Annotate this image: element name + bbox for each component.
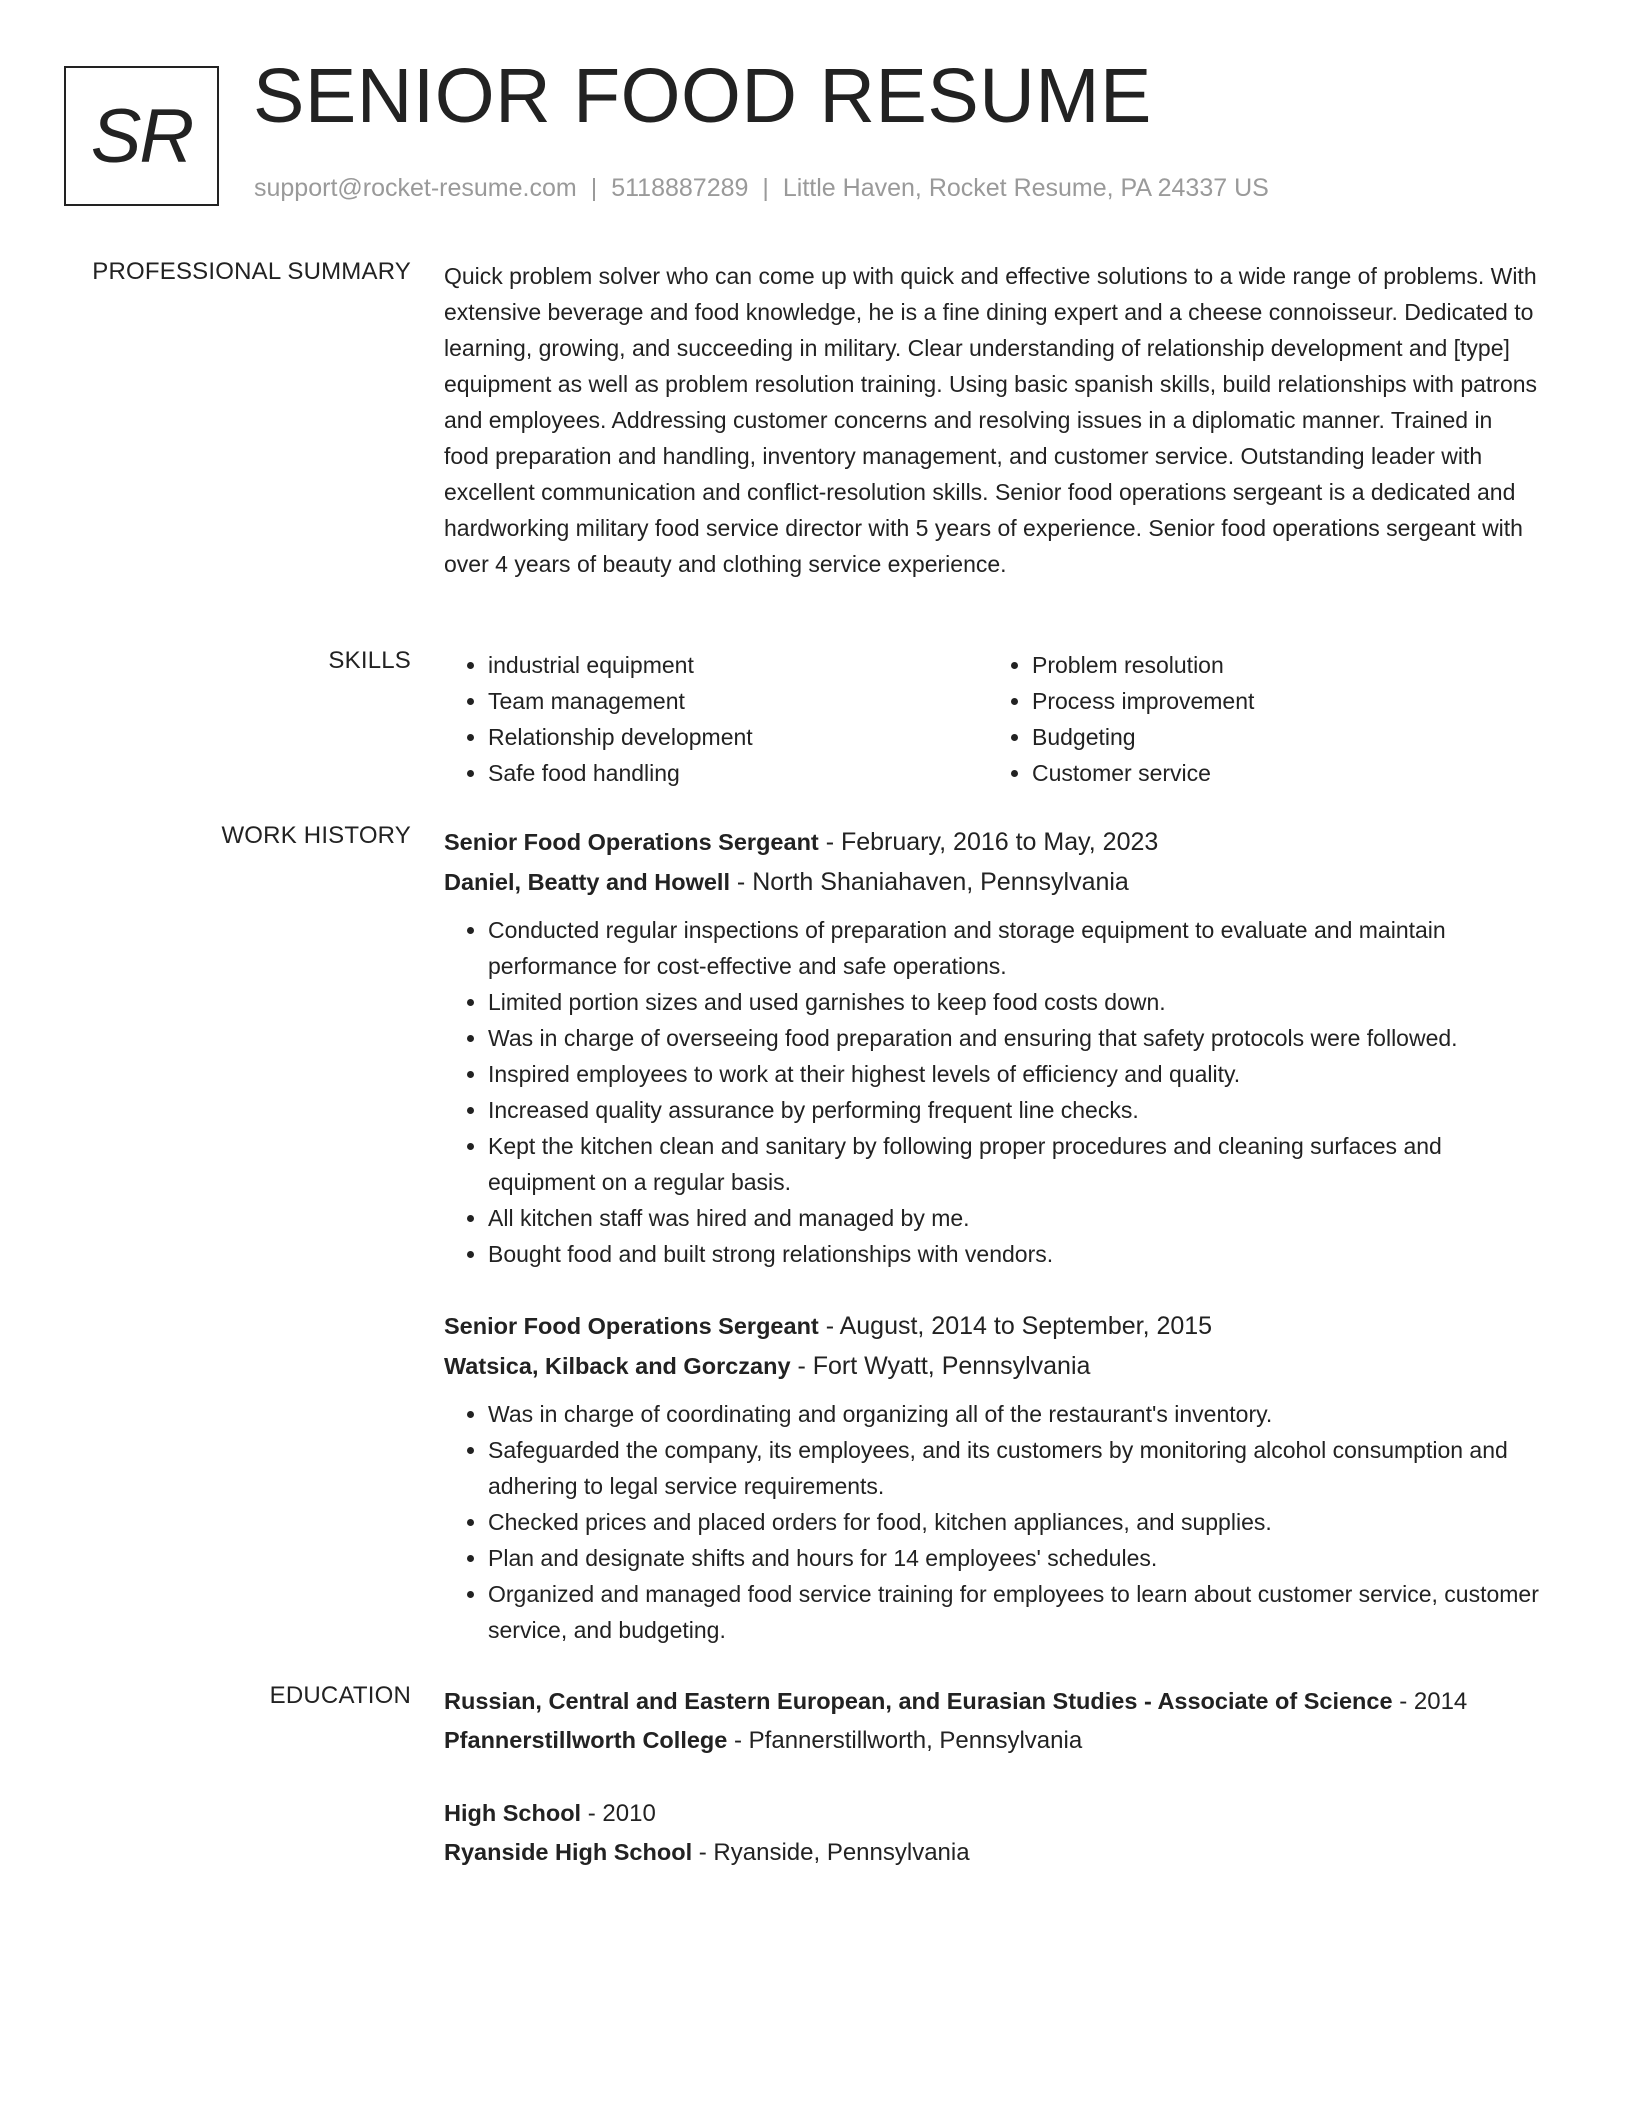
education-location: - Ryanside, Pennsylvania [692,1839,970,1866]
summary-text: Quick problem solver who can come up with quick and effective solutions to a wide range of problems. With extensive beverage and food knowledge, he is a fine dining expert and a cheese connoisseur. Dedicated to learning, growing, and succeeding in military. Clear understanding of relationship development and [type] equipment as well as problem resolution training. Using basic spanish skills, build relationships with patrons and employees. Addressing customer concerns and resolving issues in a diplomatic manner. Trained in food preparation and handling, inventory management, and customer service. Outstanding leader with excellent communication and conflict-resolution skills. Senior food operations sergeant is a dedicated and hardworking military food service director with 5 years of experience. Senior food operations sergeant with over 4 years of beauty and clothing service experience. [444,263,1538,577]
job-bullet: • Increased quality assurance by performing frequent line checks. [488,1092,1544,1128]
job-company: Watsica, Kilback and Gorczany [444,1353,791,1379]
monogram-text: SR [90,93,193,179]
job-bullet: • Conducted regular inspections of preparation and storage equipment to evaluate and maintain performance for cost-effective and safe operations. [488,912,1544,984]
education-degree-line [444,1794,1544,1833]
job-title-line [444,822,1544,862]
job-location: - Fort Wyatt, Pennsylvania [790,1352,1091,1380]
skill-item: • Problem resolution [1032,647,1532,683]
job-bullet: • Inspired employees to work at their highest levels of efficiency and quality. [488,1056,1544,1092]
education-degree: Russian, Central and Eastern European, and Eurasian Studies - Associate of Science [444,1688,1393,1714]
contact-email[interactable]: support@rocket-resume.com [254,174,577,202]
resume-title: SENIOR FOOD RESUME [253,53,1152,139]
education-entries [444,1682,1544,1872]
job-entry [444,822,1544,1272]
contact-separator: | [590,174,598,202]
education-school: Pfannerstillworth College [444,1727,728,1753]
job-bullets [444,912,1544,1272]
summary-heading: PROFESSIONAL SUMMARY [92,258,411,285]
job-dates: - August, 2014 to September, 2015 [818,1312,1213,1340]
education-entry [444,1794,1544,1872]
skill-item: • Safe food handling [488,755,988,791]
work-entries [444,822,1544,1648]
job-role: Senior Food Operations Sergeant [444,829,819,855]
job-bullet: • Kept the kitchen clean and sanitary by following proper procedures and cleaning surfaces and equipment on a regular basis. [488,1128,1544,1200]
job-bullet: • Was in charge of coordinating and organizing all of the restaurant's inventory. [488,1396,1544,1432]
monogram-logo [64,66,219,206]
skill-item: • Relationship development [488,719,988,755]
job-bullet: • Safeguarded the company, its employees, and its customers by monitoring alcohol consumption and adhering to legal service requirements. [488,1432,1544,1504]
job-bullets [444,1396,1544,1648]
job-bullet: • Limited portion sizes and used garnishes to keep food costs down. [488,984,1544,1020]
skills-heading: SKILLS [328,647,411,674]
education-location: - Pfannerstillworth, Pennsylvania [727,1727,1083,1754]
job-bullet: • Checked prices and placed orders for food, kitchen appliances, and supplies. [488,1504,1544,1540]
job-title-line [444,1306,1544,1346]
job-entry [444,1306,1544,1648]
job-bullet: • Plan and designate shifts and hours for 14 employees' schedules. [488,1540,1544,1576]
skill-item: • Customer service [1032,755,1532,791]
contact-location: Little Haven, Rocket Resume, PA 24337 US [782,174,1269,202]
skill-item: • Process improvement [1032,683,1532,719]
job-location: - North Shaniahaven, Pennsylvania [729,868,1129,896]
job-bullet: • All kitchen staff was hired and managed by me. [488,1200,1544,1236]
education-entry [444,1682,1544,1760]
education-school-line [444,1833,1544,1872]
education-school-line [444,1721,1544,1760]
education-year: - 2010 [581,1800,656,1827]
contact-phone[interactable]: 5118887289 [611,174,749,202]
education-year: - 2014 [1392,1688,1468,1715]
skill-item: • Team management [488,683,988,719]
job-bullet: • Organized and managed food service training for employees to learn about customer service, customer service, and budgeting. [488,1576,1544,1648]
contact-separator: | [762,174,769,202]
job-role: Senior Food Operations Sergeant [444,1313,819,1339]
job-company-line [444,862,1544,902]
skills-list-right [988,647,1532,791]
education-degree: High School [444,1800,582,1826]
work-heading: WORK HISTORY [221,822,411,849]
contact-line [254,174,1269,203]
skills-list-left [444,647,988,791]
skill-item: • Budgeting [1032,719,1532,755]
skills-lists [444,647,1544,791]
job-dates: - February, 2016 to May, 2023 [818,828,1159,856]
job-company: Daniel, Beatty and Howell [444,869,730,895]
education-heading: EDUCATION [269,1682,411,1709]
job-company-line [444,1346,1544,1386]
education-school: Ryanside High School [444,1839,693,1865]
skill-item: • industrial equipment [488,647,988,683]
job-bullet: • Bought food and built strong relationships with vendors. [488,1236,1544,1272]
job-bullet: • Was in charge of overseeing food preparation and ensuring that safety protocols were followed. [488,1020,1544,1056]
education-degree-line [444,1682,1544,1721]
